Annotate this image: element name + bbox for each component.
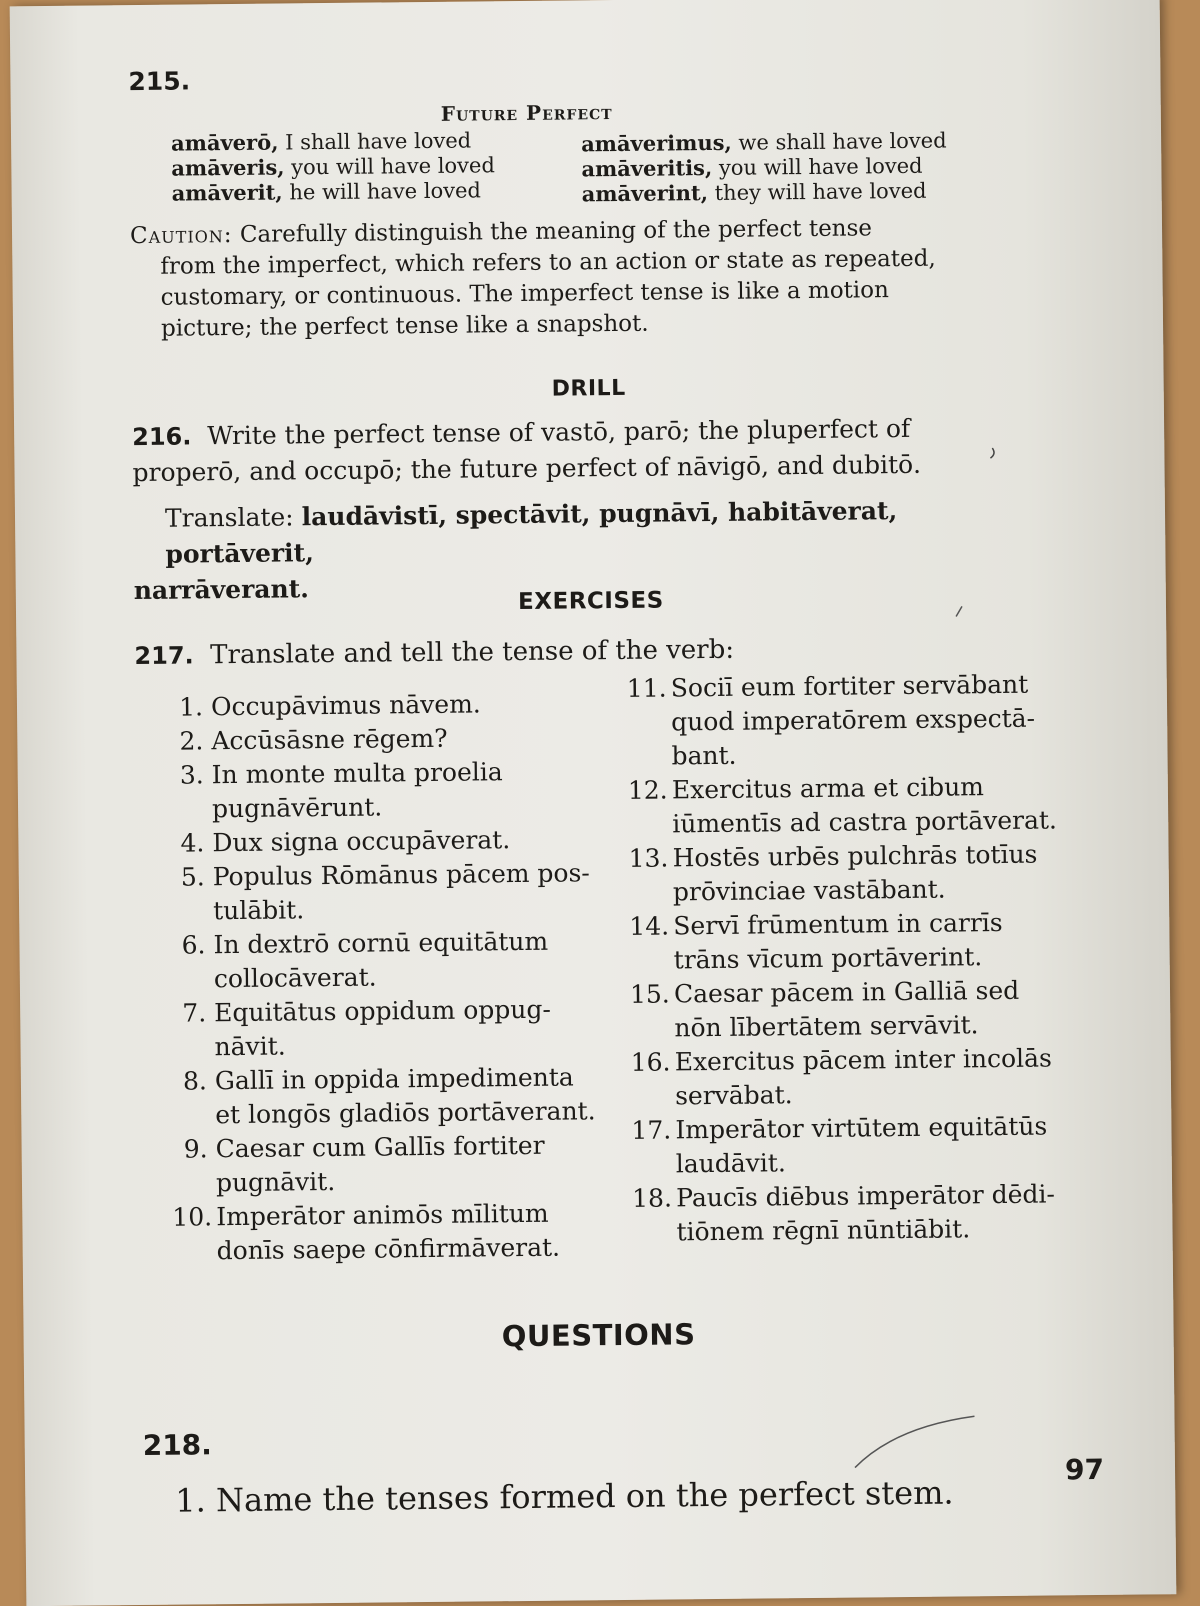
exercise-11: 11. Sociī eum fortiter servābant quod imperatōrem exspectā- bant. (626, 669, 1036, 771)
section-number-217: 217. (134, 641, 194, 671)
exercise-8: 8. Gallī in oppida impedimenta et longōs gladiōs portāverant. (182, 1062, 596, 1130)
drill-heading: DRILL (551, 375, 626, 402)
conjugation-row-3-right: amāverint, they will have loved (581, 178, 927, 207)
section-number-218: 218. (142, 1428, 212, 1463)
exercise-13: 13. Hostēs urbēs pulchrās totīus prōvinciae vastābant. (628, 839, 1038, 907)
conjugation-row-1-left: amāverō, I shall have loved (170, 128, 472, 156)
exercise-14: 14. Servī frūmentum in carrīs trāns vīcum portāverint. (629, 907, 1003, 975)
exercise-10: 10. Imperātor animōs mīlitum donīs saepe cōnfirmāverat. (172, 1198, 561, 1266)
conjugation-row-2-right: amāveritis, you will have loved (581, 153, 923, 182)
future-perfect-heading: Future Perfect (440, 100, 613, 126)
caution-label: Caution: (129, 222, 233, 250)
section-number-216: 216. (132, 422, 192, 452)
exercise-5: 5. Populus Rōmānus pācem pos- tulābit. (180, 858, 590, 926)
exercise-4: 4. Dux signa occupāverat. (180, 825, 511, 858)
question-1: 1. Name the tenses formed on the perfect stem. (175, 1473, 954, 1520)
drill-paragraph: 216. Write the perfect tense of vastō, parō; the pluperfect of properō, and occupō; the future perfect of nāvigō, and dubitō. Translate: laudāvistī, spectāvit, pugnāvī, habitāverat, portāverit, narrāverant. (132, 413, 922, 606)
caution-paragraph: Caution: Carefully distinguish the meaning of the perfect tense from the imperfect, which refers to an action or state as repeated, customary, or continuous. The imperfect tense is like a motion picture; the perfect tense like a snapshot. (129, 215, 936, 342)
exercise-18: 18. Paucīs diēbus imperātor dēdi- tiōnem rēgnī nūntiābit. (632, 1179, 1056, 1247)
exercise-7: 7. Equitātus oppidum oppug- nāvit. (182, 994, 551, 1062)
exercise-17: 17. Imperātor virtūtem equitātūs laudāvit. (631, 1111, 1048, 1179)
conjugation-row-3-left: amāverit, he will have loved (171, 178, 482, 206)
exercise-1: 1. Occupāvimus nāvem. (178, 689, 481, 722)
exercise-3: 3. In monte multa proelia pugnāvērunt. (179, 757, 503, 824)
exercise-2: 2. Accūsāsne rēgem? (179, 723, 448, 756)
exercise-16: 16. Exercitus pācem inter incolās servābat. (630, 1043, 1052, 1111)
exercise-6: 6. In dextrō cornū equitātum collocāverat. (181, 926, 549, 994)
book-page (10, 0, 1177, 1606)
page-number: 97 (1064, 1452, 1105, 1487)
questions-heading: QUESTIONS (501, 1317, 696, 1354)
conjugation-row-1-right: amāverimus, we shall have loved (580, 128, 947, 157)
exercises-instruction: 217. Translate and tell the tense of the verb: (134, 634, 735, 671)
exercise-15: 15. Caesar pācem in Galliā sed nōn lībertātem servāvit. (629, 975, 1020, 1043)
pencil-stroke (854, 1416, 975, 1467)
exercise-9: 9. Caesar cum Gallīs fortiter pugnāvit. (183, 1130, 545, 1198)
section-number-215: 215. (128, 66, 191, 97)
exercise-12: 12. Exercitus arma et cibum iūmentīs ad castra portāverat. (627, 772, 1058, 839)
exercises-heading: EXERCISES (517, 587, 664, 616)
conjugation-row-2-left: amāveris, you will have loved (171, 153, 495, 181)
